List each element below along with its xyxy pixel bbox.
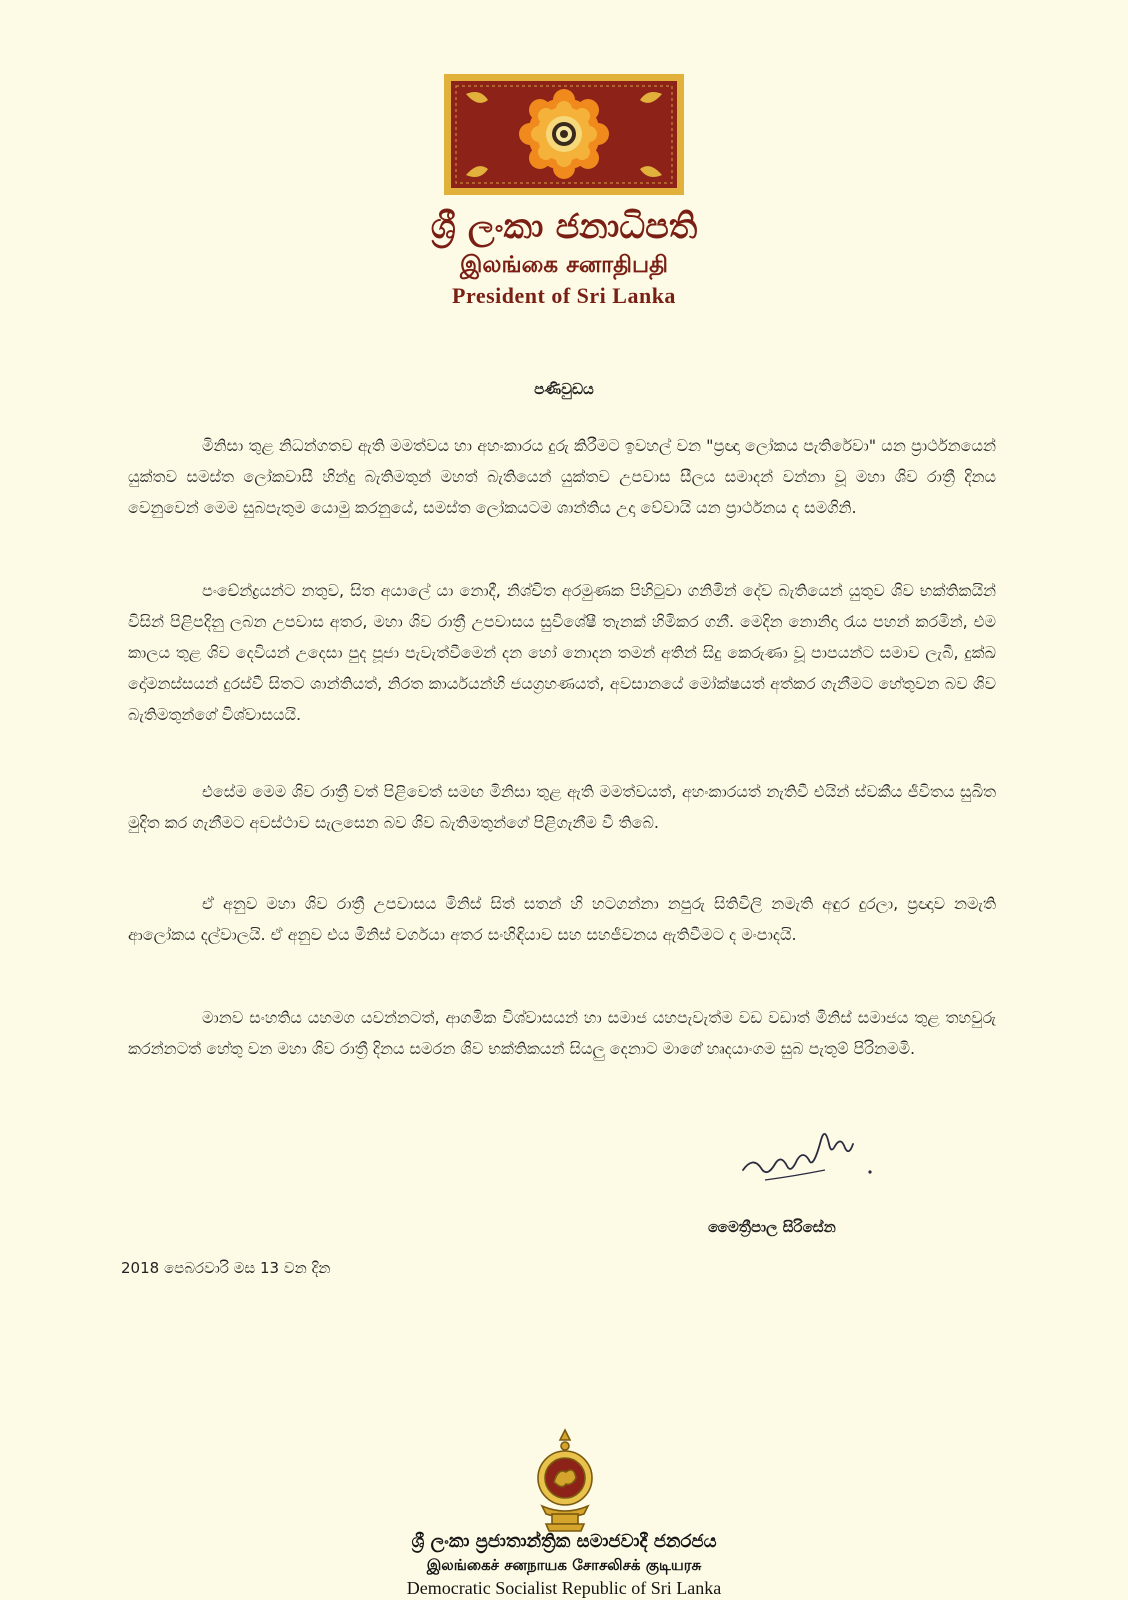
message-paragraph-2: පංචේන්ද්‍රයන්ට නතුව, සිත අයාලේ යා නොදී, නිශ්චිත අරමුණක පිහිටුවා ගනිමින් දේව බැතියෙන් යුතුව ශිව භක්තිකයින් විසින් පිළිපදිනු ලබන උපවාස අතර, මහා ශිව රාත්‍රී උපවාසය සුවිශේෂී තැනක් හිමිකර ගනී. මෙදින නොනිදා රැය පහන් කරමින්, එම කාලය තුළ ශිව දෙවියන් උදෙසා පුද පූජා පැවැත්වීමෙන් දන හෝ නොදන තමන් අතින් සිදු කෙරුණා වූ පාපයන්ට සමාව ලැබී, දුක්ඛ දෝමනස්සයන් දුරස්වී සිතට ශාන්තියත්, නිරත කාර්යයන්හි ජයග්‍රහණයත්, අවසානයේ මෝක්ෂයත් අත්කර ගැනීමට හේතුවන බව ශිව බැතිමතුන්ගේ විශ්වාසයයි. xyxy=(128,581,996,724)
message-paragraph-3: එසේම මෙම ශිව රාත්‍රී වත් පිළිවෙත් සමඟ මිනිසා තුළ ඇති මමත්වයත්, අහංකාරයත් නැතිවී එයින් ස්වකීය ජීවිතය සුඛිත මුදිත කර ගැනීමට අවස්ථාව සැලසෙන බව ශිව බැතිමතුන්ගේ පිළිගැනීම වී තිබේ. xyxy=(128,782,996,832)
message-paragraph-5: මානව සංහතිය යහමග යවන්නටත්, ආගමික විශ්වාසයන් හා සමාජ යහපැවැත්ම වඩ වඩාත් මිනිස් සමාජය තුළ තහවුරු කරන්නටත් හේතු වන මහා ශිව රාත්‍රී දිනය සමරන ශිව භක්තිකයන් සියලු දෙනාට මාගේ හෘදයාංගම සුබ පැතුම් පිරිනමමි. xyxy=(128,1008,996,1058)
letter-date: 2018 පෙබරවාරි මස 13 වන දින xyxy=(121,1259,331,1277)
header-title-sinhala: ශ්‍රී ලංකා ජනාධිපති xyxy=(430,207,698,247)
message-paragraph-1: මිනිසා තුළ නිධන්ගතව ඇති මමත්වය හා අහංකාරය දුරු කිරීමට ඉවහල් වන "ප්‍රඥා ලෝකය පැතිරේවා" යන ප්‍රාර්ථනයෙන් යුක්තව සමස්ත ලෝකවාසී හින්දු බැතිමතුන් මහත් බැතියෙන් යුක්තව උපවාස සීලය සමාදන් වන්නා වූ මහා ශිව රාත්‍රී දිනය වෙනුවෙන් මෙම සුබපැතුම යොමු කරනුයේ, සමස්ත ලෝකයටම ශාන්තිය උදා වේවායි යන ප්‍රාර්ථනය ද සමගිනි. xyxy=(128,436,996,517)
footer-line-sinhala: ශ්‍රී ලංකා ප්‍රජාතාන්ත්‍රික සමාජවාදී ජනරජය xyxy=(411,1531,717,1552)
header-title-english: President of Sri Lanka xyxy=(452,283,676,308)
handwritten-signature xyxy=(735,1120,885,1200)
header-title-tamil: இலங்கை சனாதிபதி xyxy=(460,252,668,278)
message-title: පණිවුඩය xyxy=(534,380,594,398)
state-emblem-lion-icon xyxy=(532,1426,598,1534)
presidential-flag-lotus-icon xyxy=(444,74,684,195)
footer-line-tamil: இலங்கைச் சனநாயக சோசலிசக் குடியரசு xyxy=(426,1556,702,1574)
signer-name: මෛත්‍රීපාල සිරිසේන xyxy=(708,1218,836,1236)
message-paragraph-4: ඒ අනුව මහා ශිව රාත්‍රී උපවාසය මිනිස් සිත් සතන් හි හටගන්නා නපුරු සිතිවිලි නමැති අඳුර දුරලා, ප්‍රඥාව නමැති ආලෝකය දල්වාලයි. ඒ අනුව එය මිනිස් වර්ගයා අතර සංහිඳියාව සහ සහජීවනය ඇතිවීමට ද මංපාදයි. xyxy=(128,894,996,944)
footer-line-english: Democratic Socialist Republic of Sri Lanka xyxy=(406,1578,722,1598)
